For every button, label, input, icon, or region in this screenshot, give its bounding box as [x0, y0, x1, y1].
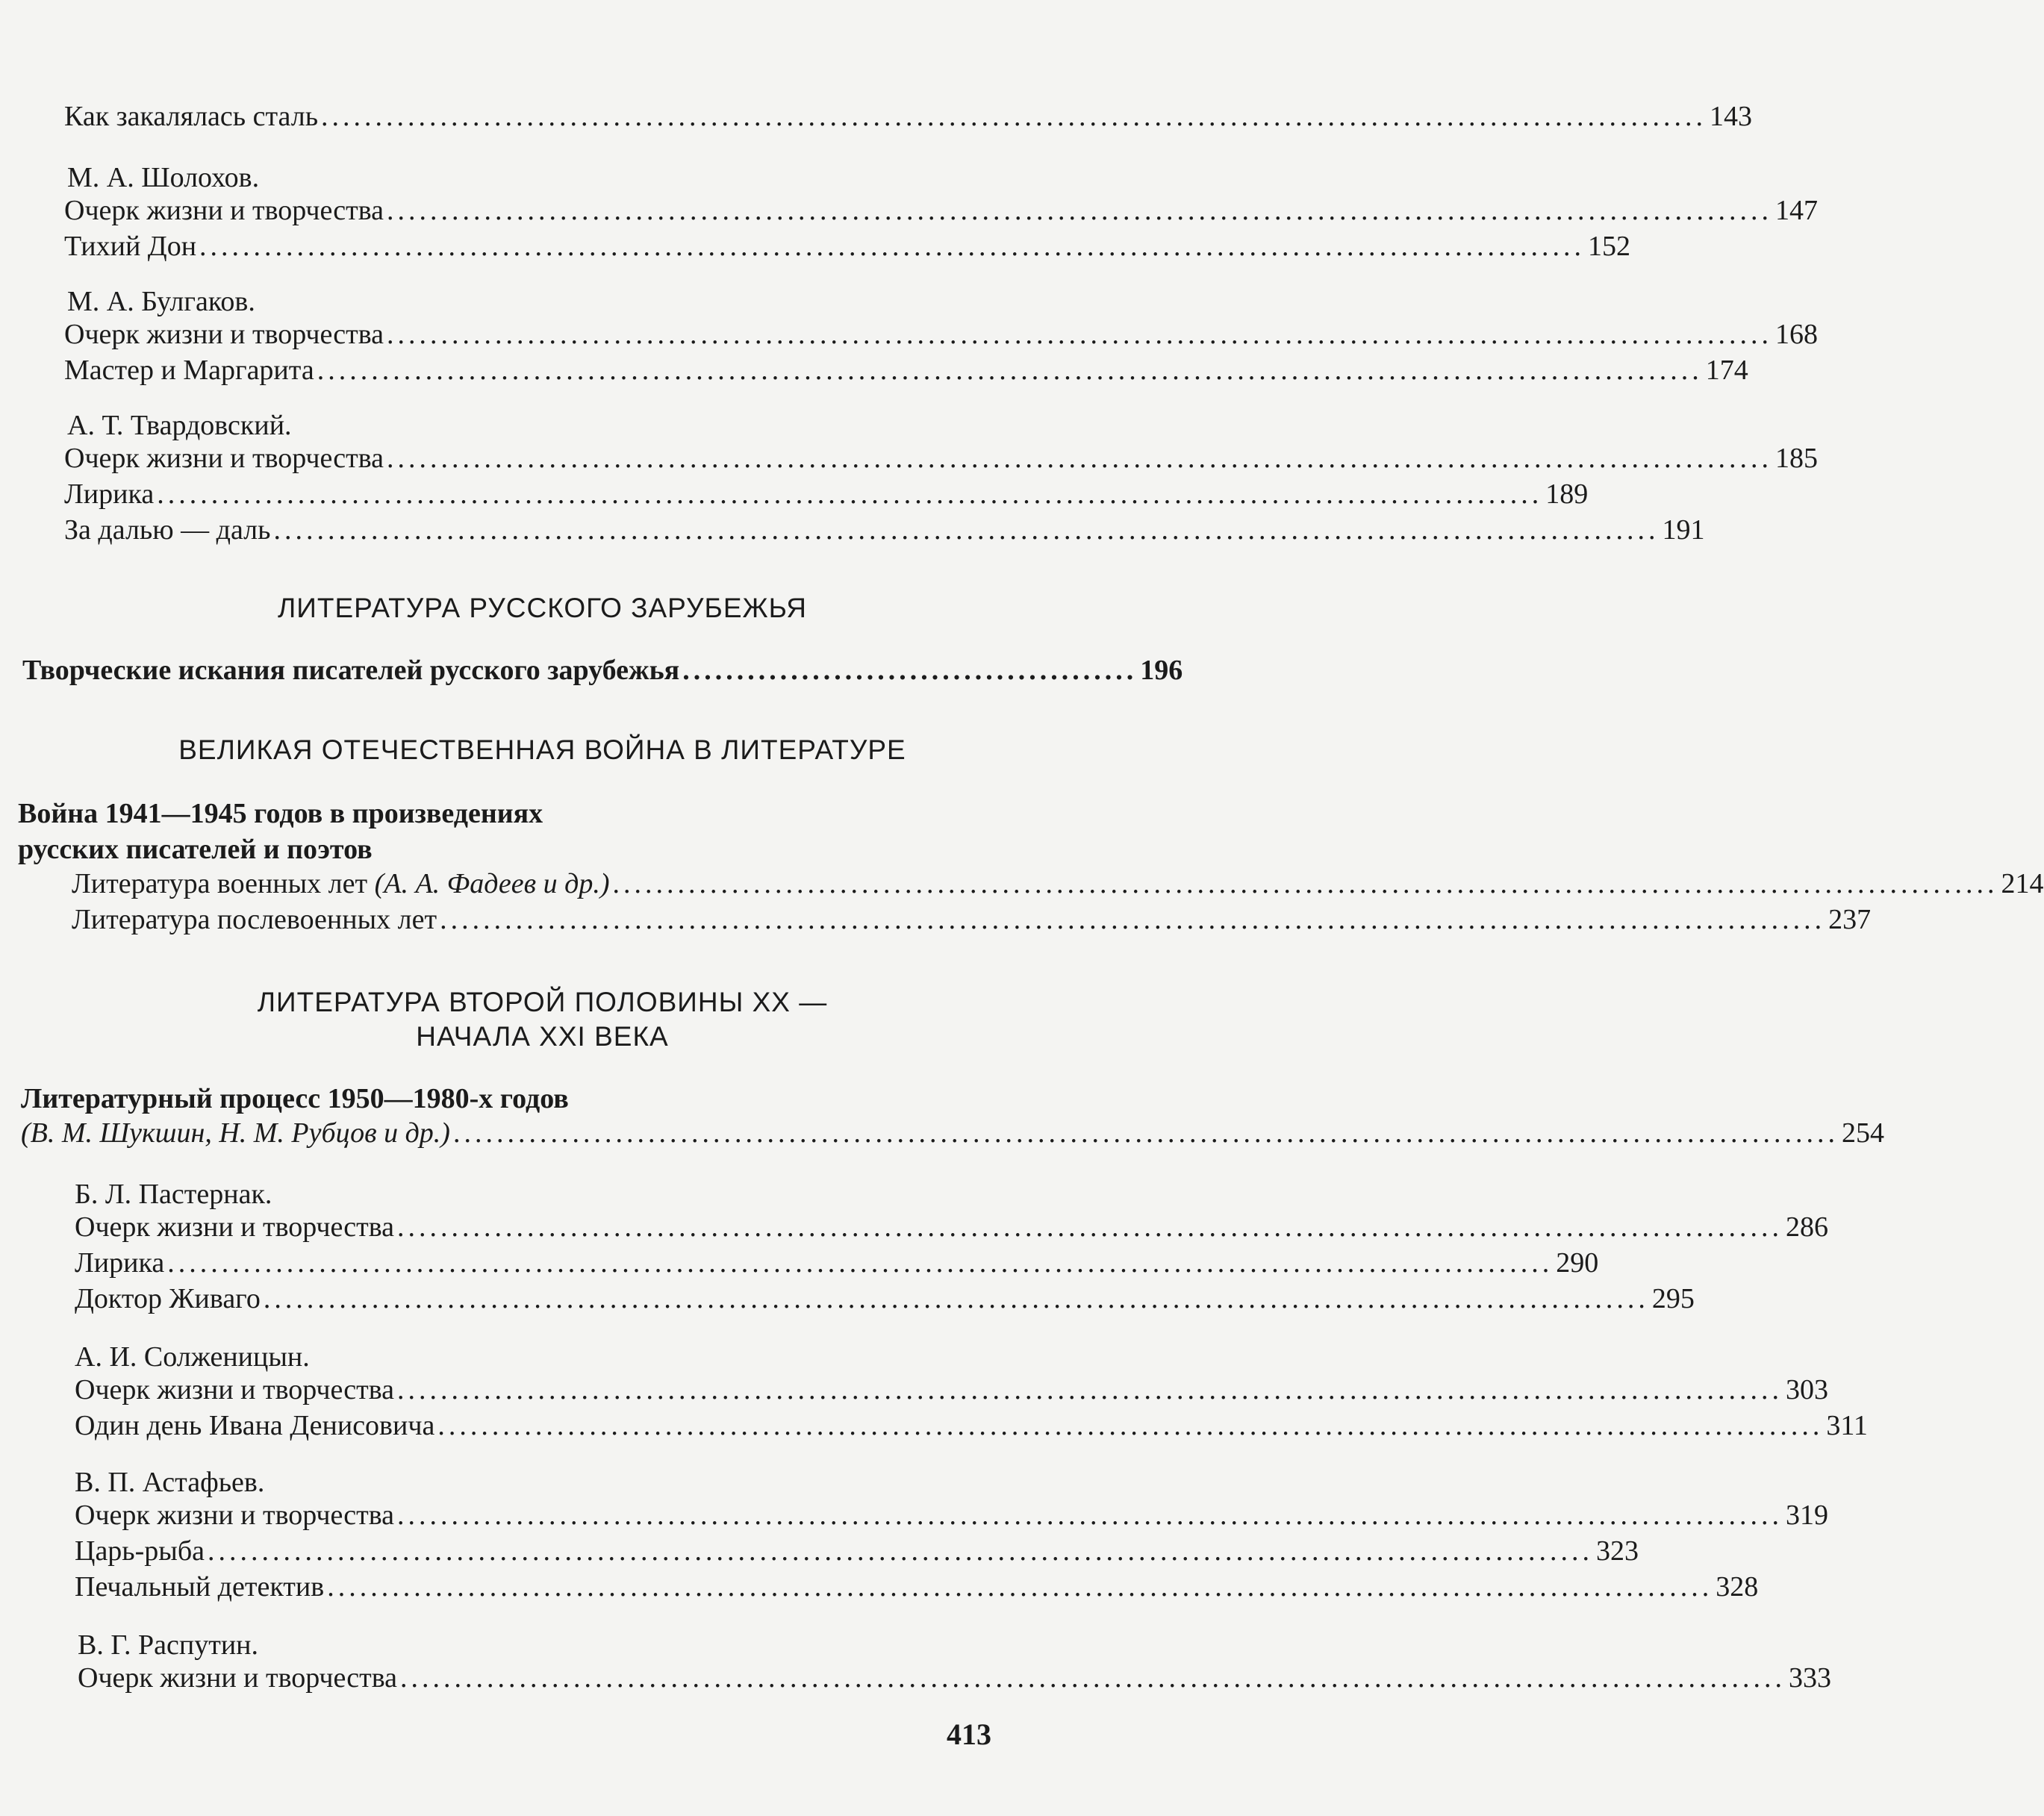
toc-author: В. П. Астафьев. [75, 1467, 265, 1498]
section-heading: НАЧАЛА XXI ВЕКА [416, 1021, 669, 1052]
toc-entry: Литература военных лет (А. А. Фадеев и др.) ................................................................................................................................ 214 [72, 868, 2044, 899]
toc-author: М. А. Шолохов. [67, 162, 260, 193]
section-heading: ЛИТЕРАТУРА РУССКОГО ЗАРУБЕЖЬЯ [277, 593, 808, 623]
toc-entry: Очерк жизни и творчества ................................................................................................................................ 286 [75, 1211, 1829, 1243]
toc-author: В. Г. Распутин. [78, 1629, 259, 1661]
section-heading: ЛИТЕРАТУРА ВТОРОЙ ПОЛОВИНЫ XX — [257, 987, 828, 1017]
toc-group-title: Война 1941—1945 годов в произведениях [18, 798, 543, 829]
toc-author: М. А. Булгаков. [67, 286, 255, 317]
toc-author: А. Т. Твардовский. [67, 410, 292, 441]
toc-group-title: Литературный процесс 1950—1980-х годов [21, 1083, 569, 1114]
toc-entry: Очерк жизни и творчества ................................................................................................................................ 333 [78, 1662, 1832, 1694]
toc-entry: Один день Ивана Денисовича ................................................................................................................................ 311 [75, 1410, 1868, 1441]
toc-group-title: русских писателей и поэтов [18, 834, 373, 865]
toc-entry: Очерк жизни и творчества ................................................................................................................................ 319 [75, 1500, 1829, 1531]
toc-entry: Печальный детектив ................................................................................................................................ 328 [75, 1571, 1759, 1603]
page-number: 413 [947, 1717, 991, 1751]
toc-author: Б. Л. Пастернак. [75, 1179, 272, 1210]
toc-entry: Доктор Живаго ................................................................................................................................ 295 [75, 1283, 1695, 1314]
toc-entry: За далью — даль ................................................................................................................................ 191 [64, 514, 1705, 546]
toc-entry: Царь-рыба ................................................................................................................................ 323 [75, 1535, 1639, 1567]
toc-entry: Мастер и Маргарита ................................................................................................................................ 174 [64, 355, 1748, 386]
toc-author: А. И. Солженицын. [75, 1341, 310, 1373]
toc-entry: Как закалялась сталь ................................................................................................................................ 143 [64, 101, 1753, 132]
toc-entry: Очерк жизни и творчества ................................................................................................................................ 147 [64, 195, 1819, 226]
toc-entry: Очерк жизни и творчества ................................................................................................................................ 168 [64, 319, 1819, 350]
section-heading: ВЕЛИКАЯ ОТЕЧЕСТВЕННАЯ ВОЙНА В ЛИТЕРАТУРЕ [178, 734, 906, 765]
toc-entry: Творческие искания писателей русского зарубежья .......................................... 196 [22, 655, 1183, 686]
toc-entry: Очерк жизни и творчества ................................................................................................................................ 303 [75, 1374, 1829, 1405]
toc-entry: Тихий Дон ................................................................................................................................ 152 [64, 231, 1631, 262]
toc-entry: Лирика ................................................................................................................................ 189 [64, 478, 1589, 510]
toc-entry: Литература послевоенных лет ................................................................................................................................ 237 [72, 904, 1872, 935]
toc-entry: Лирика ................................................................................................................................ 290 [75, 1247, 1599, 1279]
toc-entry: Очерк жизни и творчества ................................................................................................................................ 185 [64, 443, 1819, 474]
toc-entry: (В. М. Шукшин, Н. М. Рубцов и др.) ................................................................................................................................ 254 [21, 1117, 1884, 1149]
